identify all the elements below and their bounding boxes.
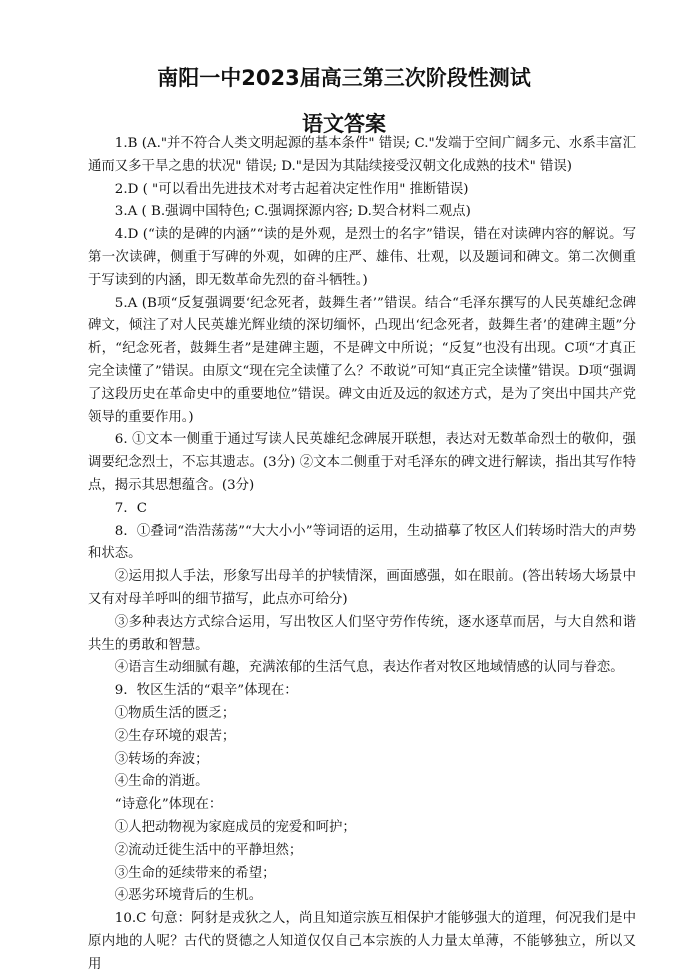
answer-paragraph: ④恶劣环境背后的生机。 [114, 888, 263, 904]
answer-paragraph: 3.A ( B.强调中国特色; C.强调探源内容; D.契合材料二观点) [114, 204, 471, 220]
answer-paragraph: ②流动迁徙生活中的平静坦然； [114, 842, 303, 858]
answer-paragraph: ①人把动物视为家庭成员的宠爱和呵护； [114, 819, 356, 835]
answer-paragraph: 4.D (“读的是碑的内涵”“读的是外观，是烈士的名字”错误，错在对读碑内容的解说。写第一次读碑，侧重于写碑的外观，如碑的庄严、雄伟、壮观，以及题词和碑文。第二次侧重于写读到的内涵，即无数革命先烈的奋斗牺牲。) [88, 227, 636, 288]
answer-paragraph: ③多种表达方式综合运用，写出牧区人们坚守劳作传统，逐水逐草而居，与大自然和谐共生的勇敢和智慧。 [88, 614, 636, 653]
answer-list [88, 133, 636, 976]
answer-paragraph: ③转场的奔波； [114, 751, 209, 767]
answer-paragraph: 6. ①文本一侧重于通过写读人民英雄纪念碑展开联想，表达对无数革命烈士的敬仰，强调要纪念烈士，不忘其遗志。(3分) ②文本二侧重于对毛泽东的碑文进行解读，指出其写作特点，揭示其思想蕴含。(3分) [88, 432, 636, 493]
answer-paragraph: ②生存环境的艰苦； [114, 728, 236, 744]
answer-paragraph: 1.B (A."并不符合人类文明起源的基本条件" 错误; C."发端于空间广阔多元、水系丰富汇通而又多干旱之患的状况" 错误; D."是因为其陆续接受汉朝文化成熟的技术" 错误) [88, 136, 636, 174]
document-subtitle: 语文答案 [302, 112, 386, 136]
answer-paragraph: 9．牧区生活的“艰辛”体现在： [114, 683, 298, 699]
answer-paragraph: ①物质生活的匮乏； [114, 705, 236, 721]
answer-paragraph: 7．C [114, 500, 147, 516]
answer-paragraph: ④生命的消逝。 [114, 774, 209, 790]
answer-paragraph: ②运用拟人手法，形象写出母羊的护犊情深，画面感强，如在眼前。(答出转场大场景中又有对母羊呼叫的细节描写，此点亦可给分) [88, 569, 636, 607]
answer-paragraph: “诗意化”体现在： [114, 797, 223, 813]
answer-paragraph: ③生命的延续带来的希望； [114, 865, 276, 881]
answer-paragraph: ④语言生动细腻有趣，充满浓郁的生活气息，表达作者对牧区地域情感的认同与眷恋。 [114, 660, 624, 676]
answer-paragraph: 2.D ( "可以看出先进技术对考古起着决定性作用" 推断错误) [114, 181, 469, 197]
document-title: 南阳一中2023届高三第三次阶段性测试 [157, 66, 531, 90]
answer-paragraph: 10.C 句意：阿豺是戎狄之人，尚且知道宗族互相保护才能够强大的道理，何况我们是中原内地的人呢？古代的贤德之人知道仅仅自己本宗族的人力量太单薄，不能够独立，所以又用 [88, 911, 636, 972]
answer-paragraph: 8．①叠词“浩浩荡荡”“大大小小”等词语的运用，生动描摹了牧区人们转场时浩大的声势和状态。 [88, 523, 636, 562]
answer-paragraph: 5.A (B项“反复强调要‘纪念死者，鼓舞生者’”错误。结合“毛泽东撰写的人民英雄纪念碑碑文，倾注了对人民英雄光辉业绩的深切缅怀，凸现出‘纪念死者，鼓舞生者’的建碑主题”分析，“纪念死者，鼓舞生者”是建碑主题，不是碑文中所说；“反复”也没有出现。C项“才真正完全读懂了”错误。由原文“现在完全读懂了么？不敢说”可知“真正完全读懂”错误。D项“强调了这段历史在革命史中的重要地位”错误。碑文由近及远的叙述方式，是为了突出中国共产党领导的重要作用。) [88, 295, 636, 425]
